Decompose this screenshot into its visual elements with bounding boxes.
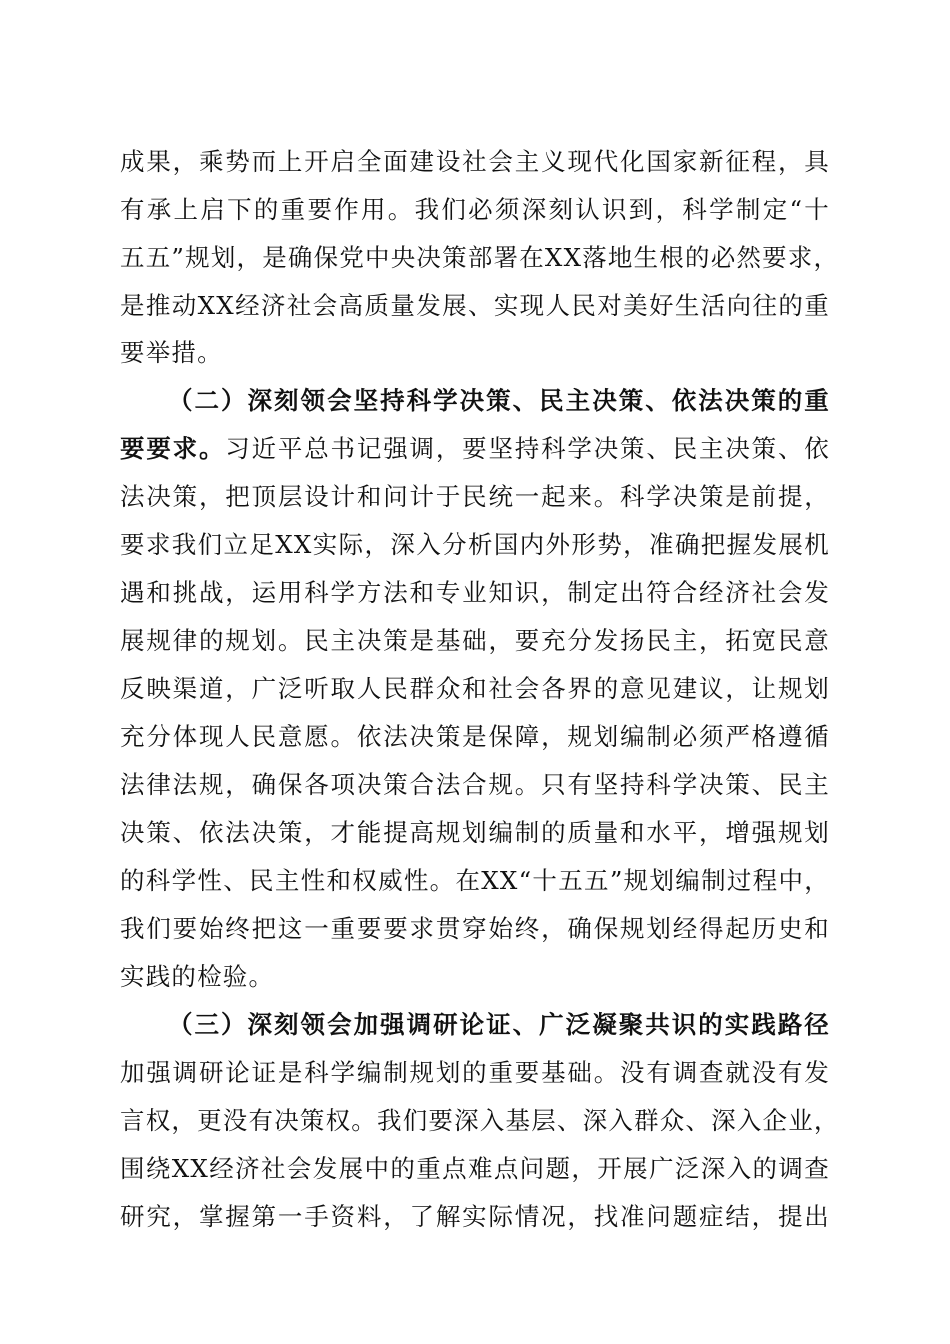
section-heading-2 bbox=[168, 381, 830, 421]
body-line: 言权，更没有决策权。我们要深入基层、深入群众、深入企业， bbox=[120, 1106, 840, 1135]
body-line: 展规律的规划。民主决策是基础，要充分发扬民主，拓宽民意 bbox=[120, 626, 830, 655]
section-heading-3 bbox=[168, 1005, 830, 1045]
section-heading-2-text: （二）深刻领会坚持科学决策、民主决策、依法决策的重 bbox=[168, 386, 830, 415]
section-heading-3-text: （三）深刻领会加强调研论证、广泛凝聚共识的实践路径 bbox=[168, 1010, 830, 1039]
body-line: 我们要始终把这一重要要求贯穿始终，确保规划经得起历史和 bbox=[120, 914, 830, 943]
body-line: 是推动XX经济社会高质量发展、实现人民对美好生活向往的重 bbox=[120, 291, 830, 320]
body-line: 决策、依法决策，才能提高规划编制的质量和水平，增强规划 bbox=[120, 818, 830, 847]
body-line: 围绕XX经济社会发展中的重点难点问题，开展广泛深入的调查 bbox=[120, 1154, 830, 1183]
body-line: 要举措。 bbox=[120, 338, 223, 367]
section-heading-2-tail: 要要求。 bbox=[120, 434, 226, 463]
body-line: 法决策，把顶层设计和问计于民统一起来。科学决策是前提， bbox=[120, 482, 830, 511]
body-line: 法律法规，确保各项决策合法合规。只有坚持科学决策、民主 bbox=[120, 770, 830, 799]
body-line bbox=[120, 429, 830, 469]
body-text: 习近平总书记强调，要坚持科学决策、民主决策、依 bbox=[225, 434, 830, 463]
body-line: 充分体现人民意愿。依法决策是保障，规划编制必须严格遵循 bbox=[120, 722, 830, 751]
body-line: 加强调研论证是科学编制规划的重要基础。没有调查就没有发 bbox=[120, 1058, 830, 1087]
body-line: 有承上启下的重要作用。我们必须深刻认识到，科学制定“十 bbox=[120, 195, 830, 224]
body-line: 成果，乘势而上开启全面建设社会主义现代化国家新征程，具 bbox=[120, 147, 830, 176]
body-line: 的科学性、民主性和权威性。在XX“十五五”规划编制过程中， bbox=[120, 866, 830, 895]
body-line: 要求我们立足XX实际，深入分析国内外形势，准确把握发展机 bbox=[120, 530, 830, 559]
body-line: 实践的检验。 bbox=[120, 962, 275, 991]
body-line: 研究，掌握第一手资料，了解实际情况，找准问题症结，提出 bbox=[120, 1202, 830, 1231]
body-line: 五五”规划，是确保党中央决策部署在XX落地生根的必然要求， bbox=[120, 243, 840, 272]
body-line: 遇和挑战，运用科学方法和专业知识，制定出符合经济社会发 bbox=[120, 578, 830, 607]
body-line: 反映渠道，广泛听取人民群众和社会各界的意见建议，让规划 bbox=[120, 674, 830, 703]
